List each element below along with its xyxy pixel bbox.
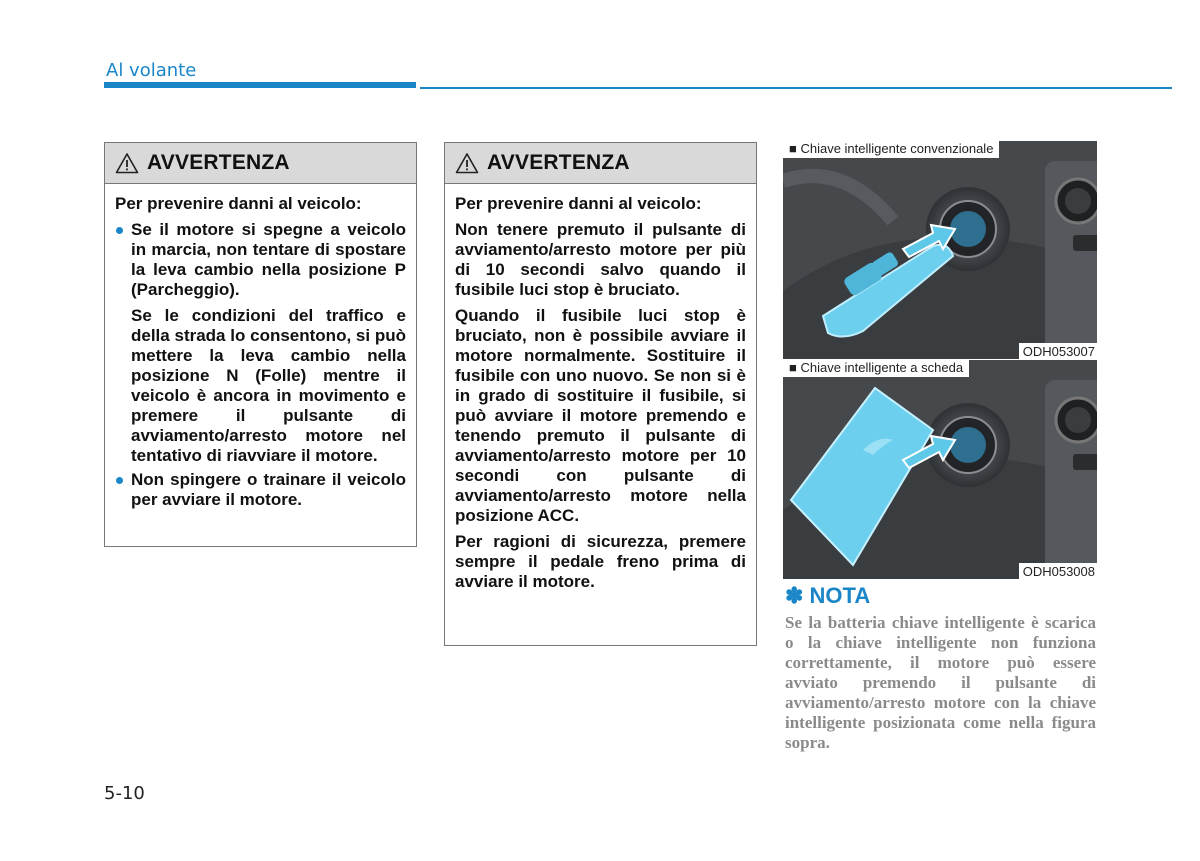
nota-text: Se la batteria chiave intelligente è scarica o la chiave intelligente non funziona correttamente, il motore può essere avviato premendo il pulsante di avviamento/arresto motore con la chiave intelligente posizionata come nella figura sopra. bbox=[785, 613, 1096, 752]
warning-subparagraph: Se le condizioni del traffico e della strada lo consentono, si può mettere la leva cambio nella posizione N (Folle) mentre il veicolo è ancora in movimento e premere il pulsante di avviamento/arresto motore nel tentativo di riavviare il motore. bbox=[131, 306, 406, 465]
figure-label: ■ Chiave intelligente a scheda bbox=[783, 360, 969, 377]
warning-title: AVVERTENZA bbox=[147, 151, 290, 174]
warning-paragraph: Per ragioni di sicurezza, premere sempre il pedale freno prima di avviare il motore. bbox=[455, 532, 746, 591]
warning-bullet bbox=[115, 220, 406, 300]
dashboard-illustration bbox=[783, 360, 1097, 579]
figure-code: ODH053008 bbox=[1019, 563, 1097, 579]
warning-lead: Per prevenire danni al veicolo: bbox=[455, 194, 702, 213]
figure-code: ODH053007 bbox=[1019, 343, 1097, 359]
warning-paragraph: Non tenere premuto il pulsante di avviamento/arresto motore per più di 10 secondi salvo quando il fusibile luci stop è bruciato. bbox=[455, 220, 746, 299]
figure-label: ■ Chiave intelligente convenzionale bbox=[783, 141, 999, 158]
nota-title: ✽ NOTA bbox=[785, 583, 871, 608]
bullet-dot-icon bbox=[116, 227, 123, 234]
warning-body bbox=[105, 184, 416, 526]
page-number: 5-10 bbox=[104, 783, 145, 804]
warning-title: AVVERTENZA bbox=[487, 151, 630, 174]
dashboard-illustration bbox=[783, 141, 1097, 359]
warning-body bbox=[445, 184, 756, 606]
section-title: Al volante bbox=[106, 60, 197, 81]
warning-header bbox=[445, 143, 756, 184]
warning-bullet-list bbox=[115, 220, 406, 300]
warning-triangle-icon bbox=[115, 152, 139, 174]
figure-smart-key-card bbox=[783, 360, 1097, 579]
warning-triangle-icon bbox=[455, 152, 479, 174]
bullet-text: Non spingere o trainare il veicolo per avviare il motore. bbox=[131, 470, 406, 509]
warning-lead: Per prevenire danni al veicolo: bbox=[115, 194, 362, 213]
warning-bullet bbox=[115, 470, 406, 510]
warning-bullet-list bbox=[115, 470, 406, 510]
bullet-dot-icon bbox=[116, 477, 123, 484]
warning-box-right bbox=[444, 142, 757, 646]
warning-header bbox=[105, 143, 416, 184]
bullet-text: Se il motore si spegne a veicolo in marcia, non tentare di spostare la leva cambio nella posizione P (Parcheggio). bbox=[131, 220, 406, 299]
header-rule-thick bbox=[104, 82, 416, 88]
header-rule-thin bbox=[420, 87, 1172, 89]
warning-box-left bbox=[104, 142, 417, 547]
warning-paragraph: Quando il fusibile luci stop è bruciato, non è possibile avviare il motore normalmente. Sostituire il fusibile con uno nuovo. Se non si è in grado di sostituire il fusibile, si può avviare il motore premendo e tenendo premuto il pulsante di avviamento/arresto motore per 10 secondi con pulsante di avviamento/arresto motore nella posizione ACC. bbox=[455, 306, 746, 525]
figure-smart-key-conventional bbox=[783, 141, 1097, 359]
